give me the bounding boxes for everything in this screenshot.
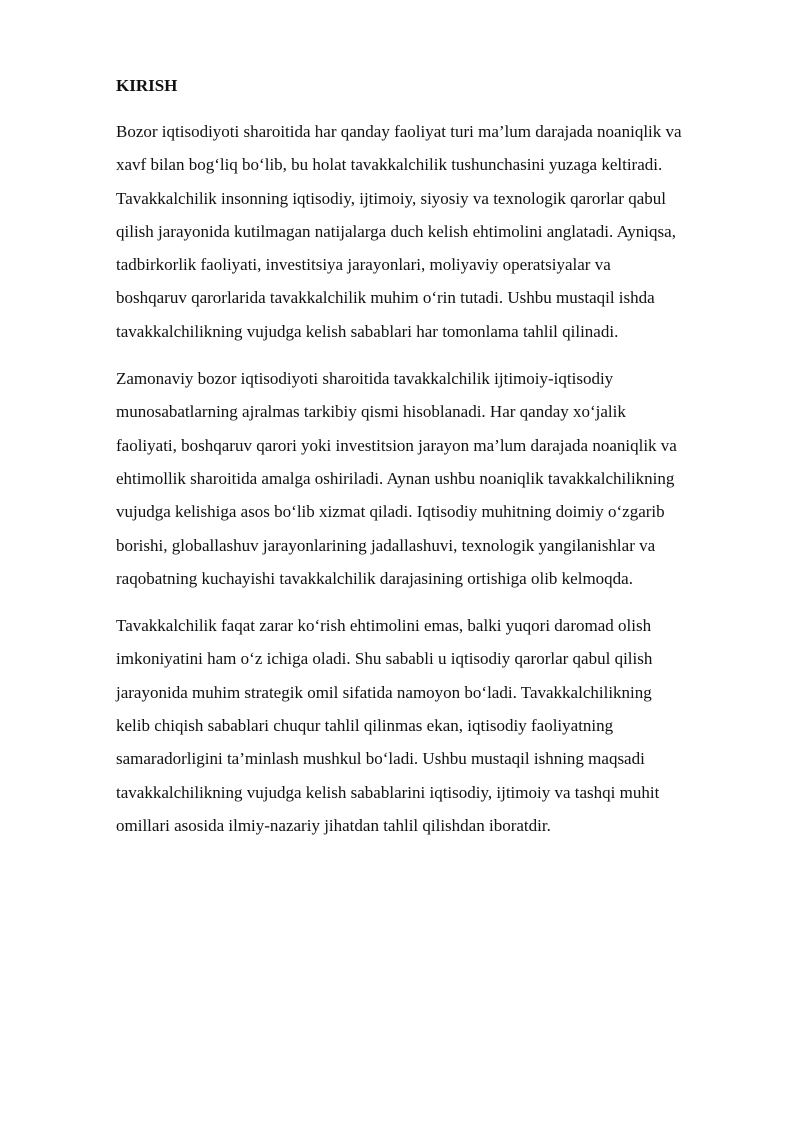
paragraph-line: xavf bilan bog‘liq bo‘lib, bu holat tavakkalchilik tushunchasini yuzaga keltiradi. bbox=[116, 155, 663, 175]
paragraph-1 bbox=[116, 115, 748, 348]
section-heading: KIRISH bbox=[116, 76, 178, 95]
paragraph-line: tavakkalchilikning vujudga kelish sabablarini iqtisodiy, ijtimoiy va tashqi muhit bbox=[116, 782, 660, 802]
paragraph-line: Bozor iqtisodiyoti sharoitida har qanday faoliyat turi ma’lum darajada noaniqlik va bbox=[116, 122, 682, 141]
paragraph-line: tavakkalchilikning vujudga kelish sabablari har tomonlama tahlil qilinadi. bbox=[116, 321, 619, 341]
paragraph-line: samaradorligini ta’minlash mushkul bo‘ladi. Ushbu mustaqil ishning maqsadi bbox=[116, 749, 645, 769]
paragraph-line: qilish jarayonida kutilmagan natijalarga duch kelish ehtimolini anglatadi. Ayniqsa, bbox=[116, 221, 676, 241]
paragraph-2 bbox=[116, 362, 748, 595]
paragraph-line: boshqaruv qarorlarida tavakkalchilik muhim o‘rin tutadi. Ushbu mustaqil ishda bbox=[116, 288, 655, 308]
paragraph-line: Zamonaviy bozor iqtisodiyoti sharoitida tavakkalchilik ijtimoiy-iqtisodiy bbox=[116, 369, 614, 389]
paragraph-line: borishi, globallashuv jarayonlarining jadallashuvi, texnologik yangilanishlar va bbox=[116, 535, 656, 555]
paragraph-line: vujudga kelishiga asos bo‘lib xizmat qiladi. Iqtisodiy muhitning doimiy o‘zgarib bbox=[116, 502, 665, 522]
paragraph-3 bbox=[116, 609, 748, 842]
document-body bbox=[116, 75, 748, 856]
paragraph-line: omillari asosida ilmiy-nazariy jihatdan tahlil qilishdan iboratdir. bbox=[116, 815, 551, 835]
paragraph-line: Tavakkalchilik insonning iqtisodiy, ijtimoiy, siyosiy va texnologik qarorlar qabul bbox=[116, 188, 666, 208]
paragraph-line: Tavakkalchilik faqat zarar ko‘rish ehtimolini emas, balki yuqori daromad olish bbox=[116, 616, 652, 636]
paragraph-line: jarayonida muhim strategik omil sifatida namoyon bo‘ladi. Tavakkalchilikning bbox=[116, 682, 652, 702]
paragraph-line: tadbirkorlik faoliyati, investitsiya jarayonlari, moliyaviy operatsiyalar va bbox=[116, 255, 611, 275]
paragraph-line: ehtimollik sharoitida amalga oshiriladi. Aynan ushbu noaniqlik tavakkalchilikning bbox=[116, 468, 675, 488]
paragraph-line: faoliyati, boshqaruv qarori yoki investitsion jarayon ma’lum darajada noaniqlik va bbox=[116, 435, 677, 455]
paragraph-line: kelib chiqish sabablari chuqur tahlil qilinmas ekan, iqtisodiy faoliyatning bbox=[116, 716, 614, 736]
paragraph-line: imkoniyatini ham o‘z ichiga oladi. Shu sababli u iqtisodiy qarorlar qabul qilish bbox=[116, 649, 653, 669]
paragraph-line: munosabatlarning ajralmas tarkibiy qismi hisoblanadi. Har qanday xo‘jalik bbox=[116, 402, 626, 422]
paragraph-line: raqobatning kuchayishi tavakkalchilik darajasining ortishiga olib kelmoqda. bbox=[116, 568, 633, 588]
